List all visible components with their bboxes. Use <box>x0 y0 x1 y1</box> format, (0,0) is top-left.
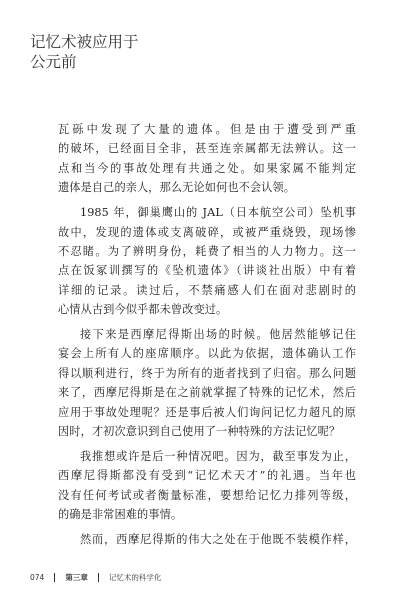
chapter-title: 记忆术的科学化 <box>108 573 162 582</box>
chapter-label: 第三章 <box>65 573 88 582</box>
paragraph-4 <box>58 447 356 525</box>
text-line: 瓦砾中发现了大量的遗体。但是由于遭受到严重 <box>58 123 356 136</box>
page-number: 074 <box>30 573 45 582</box>
footer-divider <box>54 573 55 582</box>
text-line: 应用于事故处理呢？还是事后被人们询问记忆力超凡的原 <box>58 405 356 419</box>
text-line: 详细的记录。读过后，不禁痛感人们在面对悲剧时的 <box>58 283 356 297</box>
text-line: 我推想或许是后一种情况吧。因为，截至事发为止， <box>80 450 356 463</box>
text-line: 不忍睹。为了辨明身份，耗费了相当的人力物力。这一 <box>58 244 356 258</box>
text-line: 来了，西摩尼得斯是在之前就掌握了特殊的记忆术，然后 <box>58 386 356 400</box>
paragraph-5 <box>58 530 356 549</box>
text-line: 因时，才初次意识到自己使用了一种特殊的方法记忆呢？ <box>58 425 341 439</box>
text-line: 宴会上所有人的座席顺序。以此为依据，遗体确认工作 <box>58 347 356 361</box>
text-line: 遗体是自己的亲人，那么无论如何也不会认领。 <box>58 181 296 195</box>
paragraph-3 <box>58 325 356 441</box>
text-line: 故中，发现的遗体或支离破碎，或被严重烧毁，现场惨 <box>58 225 356 239</box>
page-footer <box>30 572 161 583</box>
text-line: 心情从古到今似乎都未曾改变过。 <box>58 303 228 317</box>
paragraph-1 <box>58 120 356 198</box>
text-line: 点在饭冢训撰写的《坠机遗体》（讲谈社出版）中有着 <box>58 264 356 278</box>
body-text <box>58 120 356 555</box>
footer-divider <box>98 573 99 582</box>
page-title-line-2: 公元前 <box>30 53 77 71</box>
text-line: 西摩尼得斯都没有受到“记忆术天才”的礼遇。当年也 <box>58 469 356 483</box>
text-line: 得以顺利进行，终于为所有的逝者找到了归宿。那么问题 <box>58 366 356 380</box>
page-title <box>30 32 230 72</box>
text-line: 1985 年，御巢鹰山的 JAL（日本航空公司）坠机事 <box>80 206 356 220</box>
paragraph-2 <box>58 203 356 319</box>
text-line: 接下来是西摩尼得斯出场的时候。他居然能够记住 <box>80 328 356 342</box>
page-title-line-1: 记忆术被应用于 <box>30 33 139 51</box>
text-line: 的破坏，已经面目全非，甚至连亲属都无法辨认。这一 <box>58 142 356 156</box>
text-line: 点和当今的事故处理有共通之处。如果家属不能判定 <box>58 161 356 175</box>
text-line: 的确是非常困难的事情。 <box>58 508 183 522</box>
text-line: 没有任何考试或者衡量标准，要想给记忆力排列等级， <box>58 488 356 502</box>
text-line: 然而，西摩尼得斯的伟大之处在于他既不装模作样， <box>80 533 356 547</box>
